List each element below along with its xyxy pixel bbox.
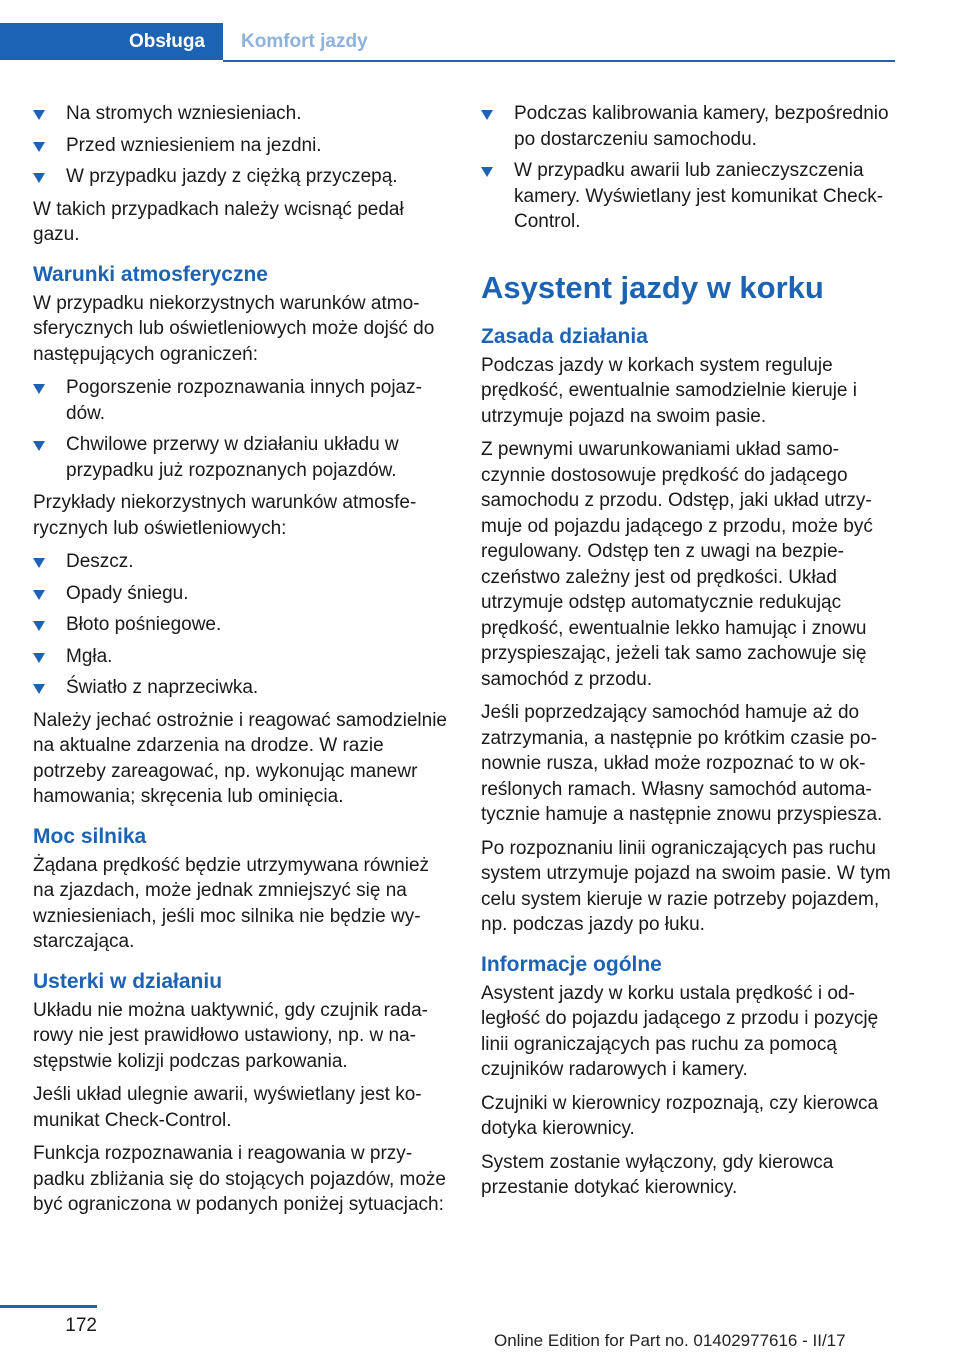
- footer-edition: Online Edition for Part no. 01402977616 - II/17: [494, 1331, 846, 1350]
- triangle-bullet-icon: [33, 590, 45, 600]
- triangle-bullet-icon: [33, 142, 45, 152]
- paragraph: Jeśli układ ulegnie awarii, wyświetlany jest komunikat Check-Control.: [33, 1084, 422, 1131]
- tab-obsluga[interactable]: Obsługa: [0, 23, 223, 60]
- triangle-bullet-icon: [33, 110, 45, 120]
- paragraph: Podczas jazdy w korkach system reguluje prędkość, ewentualnie samodzielnie kieruje i utrzymuje pojazd na swoim pasie.: [481, 354, 857, 427]
- triangle-bullet-icon: [33, 384, 45, 394]
- list-item: Światło z naprzeciwka.: [33, 675, 447, 701]
- triangle-bullet-icon: [33, 173, 45, 183]
- heading-weather: Warunki atmosferyczne: [33, 262, 268, 286]
- paragraph: Przykłady niekorzystnych warunków atmosferycznych lub oświetleniowych:: [33, 492, 417, 539]
- triangle-bullet-icon: [33, 684, 45, 694]
- heading-engine: Moc silnika: [33, 824, 147, 848]
- tab-komfort-jazdy[interactable]: Komfort jazdy: [223, 23, 386, 60]
- right-column: [481, 101, 895, 1209]
- triangle-bullet-icon: [481, 110, 493, 120]
- list-item: W przypadku jazdy z ciężką przyczepą.: [33, 164, 447, 190]
- triangle-bullet-icon: [33, 558, 45, 568]
- heading-general-info: Informacje ogólne: [481, 952, 662, 976]
- paragraph: Funkcja rozpoznawania i reagowania w przypadku zbliżania się do stojących pojazdów, może być ograniczona w podanych poniżej sytuacjach:: [33, 1143, 446, 1215]
- paragraph: Czujniki w kierownicy rozpoznają, czy kierowca dotyka kierownicy.: [481, 1092, 879, 1139]
- paragraph: Żądana prędkość będzie utrzymywana również na zjazdach, może jednak zmniejszyć się na wzniesieniach, jeśli moc silnika nie będzie wystarczająca.: [33, 854, 430, 952]
- list-item: W przypadku awarii lub zanieczyszczenia kamery. Wyświetlany jest komunikat Check-Control.: [481, 158, 895, 235]
- footer-accent-bar: [0, 1305, 97, 1308]
- paragraph: W takich przypadkach należy wcisnąć pedał gazu.: [33, 198, 404, 245]
- paragraph: W przypadku niekorzystnych warunków atmosferycznych lub oświetleniowych może dojść do następujących ograniczeń:: [33, 292, 435, 365]
- paragraph: Z pewnymi uwarunkowaniami układ samoczynnie dostosowuje prędkość do jadącego samochodu z przodu. Odstęp, jaki układ utrzymuje od pojazdu jadącego z przodu, może być regulowany. Odstęp ten z uwagi na bezpieczeństwo zależny jest od prędkości. Układ utrzymuje odstęp automatycznie redukując prędkość, ewentualnie lekko hamując i znowu przyspieszając, jeżeli tak samo zachowuje się samochód z przodu.: [481, 439, 873, 690]
- triangle-bullet-icon: [33, 441, 45, 451]
- list-item: Podczas kalibrowania kamery, bezpośrednio po dostarczeniu samochodu.: [481, 101, 895, 152]
- list-item: Przed wzniesieniem na jezdni.: [33, 133, 447, 159]
- header-tabs: [0, 23, 386, 60]
- paragraph: Jeśli poprzedzający samochód hamuje aż do zatrzymania, a następnie po krótkim czasie ponownie rusza, układ może rozpoznać to w określonych ramach. Własny samochód automatycznie hamuje a następnie znowu przyspiesza.: [481, 702, 883, 825]
- paragraph: Asystent jazdy w korku ustala prędkość i odległość do pojazdu jadącego z przodu i pozycję linii ograniczających pas ruchu za pomocą czujników radarowych i kamery.: [481, 982, 879, 1080]
- bullet-list: [481, 101, 895, 235]
- list-item: Chwilowe przerwy w działaniu układu w przypadku już rozpoznanych pojazdów.: [33, 432, 447, 483]
- list-item: Deszcz.: [33, 549, 447, 575]
- list-item: Na stromych wzniesieniach.: [33, 101, 447, 127]
- bullet-list: [33, 549, 447, 701]
- triangle-bullet-icon: [481, 167, 493, 177]
- heading-principle: Zasada działania: [481, 324, 648, 348]
- bullet-list: [33, 101, 447, 190]
- list-item: Pogorszenie rozpoznawania innych pojazdów.: [33, 375, 447, 426]
- triangle-bullet-icon: [33, 621, 45, 631]
- heading-faults: Usterki w działaniu: [33, 969, 223, 993]
- heading-traffic-jam-assistant: Asystent jazdy w korku: [481, 269, 824, 305]
- list-item: Opady śniegu.: [33, 581, 447, 607]
- paragraph: Układu nie można uaktywnić, gdy czujnik radarowy nie jest prawidłowo ustawiony, np. w następstwie kolizji podczas parkowania.: [33, 999, 428, 1072]
- page-number: 172: [65, 1315, 97, 1336]
- list-item: Błoto pośniegowe.: [33, 612, 447, 638]
- triangle-bullet-icon: [33, 653, 45, 663]
- paragraph: System zostanie wyłączony, gdy kierowca przestanie dotykać kierownicy.: [481, 1151, 834, 1198]
- paragraph: Po rozpoznaniu linii ograniczających pas ruchu system utrzymuje pojazd na swoim pasie. W tym celu system kieruje w razie potrzeby pojazdem, np. podczas jazdy po łuku.: [481, 837, 891, 935]
- list-item: Mgła.: [33, 644, 447, 670]
- paragraph: Należy jechać ostrożnie i reagować samodzielnie na aktualne zdarzenia na drodze. W razie potrzeby zareagować, np. wykonując manewr hamowania; skręcenia lub ominięcia.: [33, 709, 447, 807]
- header-divider: [223, 60, 895, 62]
- bullet-list: [33, 375, 447, 483]
- left-column: [33, 101, 447, 1226]
